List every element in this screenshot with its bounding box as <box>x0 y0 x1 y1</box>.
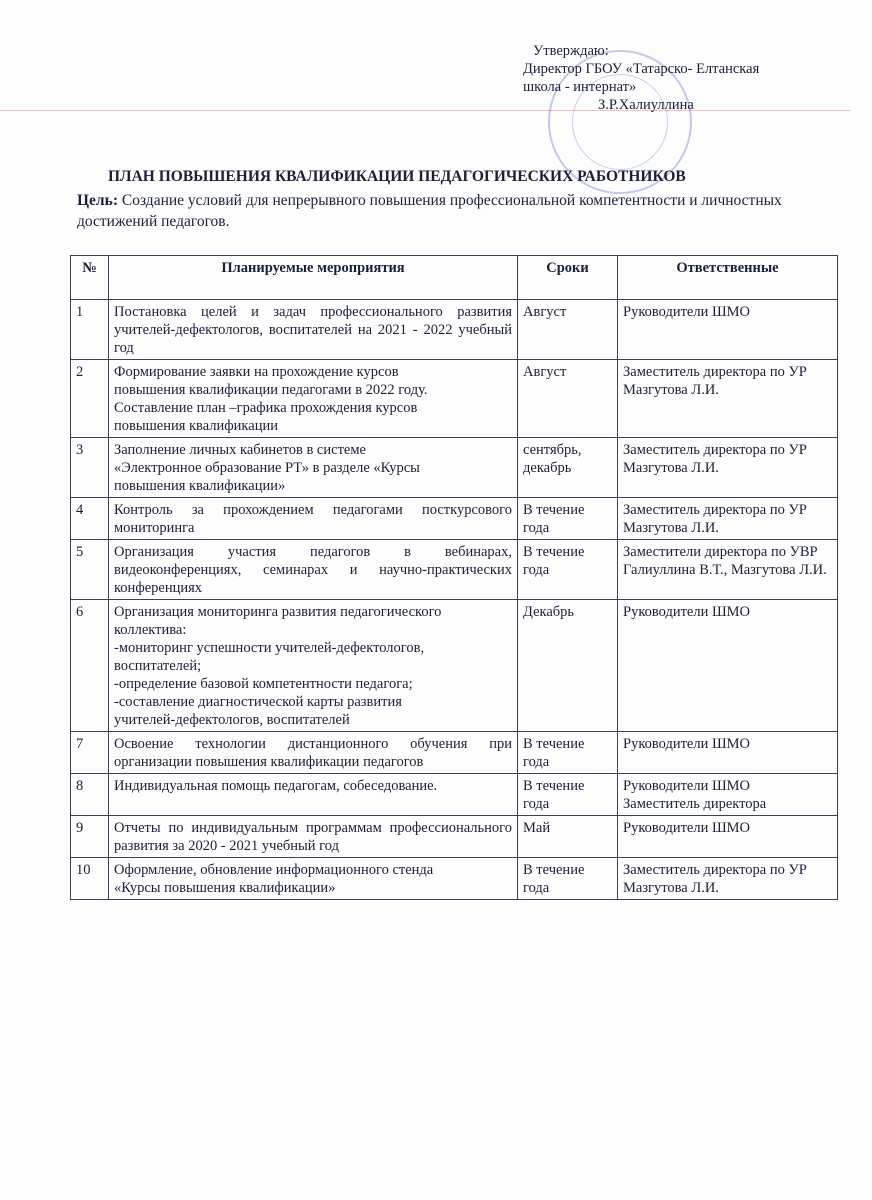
row-number: 4 <box>71 498 109 540</box>
row-activity: Отчеты по индивидуальным программам профессионального развития за 2020 - 2021 учебный год <box>109 816 518 858</box>
row-number: 9 <box>71 816 109 858</box>
row-activity: Организация участия педагогов в вебинарах, видеоконференциях, семинарах и научно-практических конференциях <box>109 540 518 600</box>
row-date: В течение года <box>518 540 618 600</box>
page-title: ПЛАН ПОВЫШЕНИЯ КВАЛИФИКАЦИИ ПЕДАГОГИЧЕСКИХ РАБОТНИКОВ <box>108 168 686 185</box>
row-activity: Организация мониторинга развития педагогического коллектива: -мониторинг успешности учителей-дефектологов, воспитателей; -определение базовой компетентности педагога; -составление диагностической карты развития учителей-дефектологов, воспитателей <box>109 600 518 732</box>
row-number: 7 <box>71 732 109 774</box>
table-header-row <box>71 256 838 300</box>
row-number: 5 <box>71 540 109 600</box>
row-number: 8 <box>71 774 109 816</box>
table-row <box>71 732 838 774</box>
row-date: В течение года <box>518 774 618 816</box>
row-responsible: Заместитель директора по УР Мазгутова Л.И. <box>618 858 838 900</box>
row-responsible: Руководители ШМО <box>618 600 838 732</box>
table-row <box>71 438 838 498</box>
row-date: сентябрь, декабрь <box>518 438 618 498</box>
header-date: Сроки <box>518 256 618 300</box>
row-activity: Освоение технологии дистанционного обучения при организации повышения квалификации педагогов <box>109 732 518 774</box>
table-row <box>71 858 838 900</box>
row-responsible: Заместитель директора по УР Мазгутова Л.И. <box>618 438 838 498</box>
row-responsible: Руководители ШМО <box>618 300 838 360</box>
row-responsible: Заместители директора по УВР Галиуллина В.Т., Мазгутова Л.И. <box>618 540 838 600</box>
row-date: Декабрь <box>518 600 618 732</box>
header-number: № <box>71 256 109 300</box>
row-responsible: Руководители ШМО <box>618 732 838 774</box>
table-row <box>71 816 838 858</box>
row-date: В течение года <box>518 498 618 540</box>
row-responsible: Руководители ШМО Заместитель директора <box>618 774 838 816</box>
header-responsible: Ответственные <box>618 256 838 300</box>
row-date: В течение года <box>518 732 618 774</box>
table-row <box>71 300 838 360</box>
row-activity: Заполнение личных кабинетов в системе «Электронное образование РТ» в разделе «Курсы повышения квалификации» <box>109 438 518 498</box>
approval-position: Директор ГБОУ «Татарско- Елтанская <box>523 61 760 77</box>
row-number: 3 <box>71 438 109 498</box>
table-row <box>71 600 838 732</box>
row-number: 1 <box>71 300 109 360</box>
goal-label: Цель: <box>77 192 118 209</box>
table-row <box>71 774 838 816</box>
approval-block <box>523 42 759 114</box>
row-responsible: Заместитель директора по УР Мазгутова Л.И. <box>618 498 838 540</box>
row-date: Май <box>518 816 618 858</box>
row-activity: Постановка целей и задач профессионального развития учителей-дефектологов, воспитателей на 2021 - 2022 учебный год <box>109 300 518 360</box>
approval-school: школа - интернат» <box>523 79 637 95</box>
row-number: 2 <box>71 360 109 438</box>
table-row <box>71 498 838 540</box>
row-date: Август <box>518 300 618 360</box>
row-activity: Индивидуальная помощь педагогам, собеседование. <box>109 774 518 816</box>
plan-table <box>70 255 838 900</box>
table-row <box>71 540 838 600</box>
header-activity: Планируемые мероприятия <box>109 256 518 300</box>
row-activity: Формирование заявки на прохождение курсов повышения квалификации педагогами в 2022 году. Составление план –графика прохождения курсов повышения квалификации <box>109 360 518 438</box>
row-number: 10 <box>71 858 109 900</box>
row-responsible: Заместитель директора по УР Мазгутова Л.И. <box>618 360 838 438</box>
row-date: В течение года <box>518 858 618 900</box>
table-row <box>71 360 838 438</box>
goal-body: Создание условий для непрерывного повышения профессиональной компетентности и личностных достижений педагогов. <box>77 192 782 230</box>
row-date: Август <box>518 360 618 438</box>
row-activity: Оформление, обновление информационного стенда «Курсы повышения квалификации» <box>109 858 518 900</box>
row-activity: Контроль за прохождением педагогами посткурсового мониторинга <box>109 498 518 540</box>
approval-label: Утверждаю: <box>533 43 609 59</box>
row-responsible: Руководители ШМО <box>618 816 838 858</box>
row-number: 6 <box>71 600 109 732</box>
goal-text <box>77 190 797 232</box>
approval-signer: З.Р.Халиуллина <box>598 97 694 113</box>
